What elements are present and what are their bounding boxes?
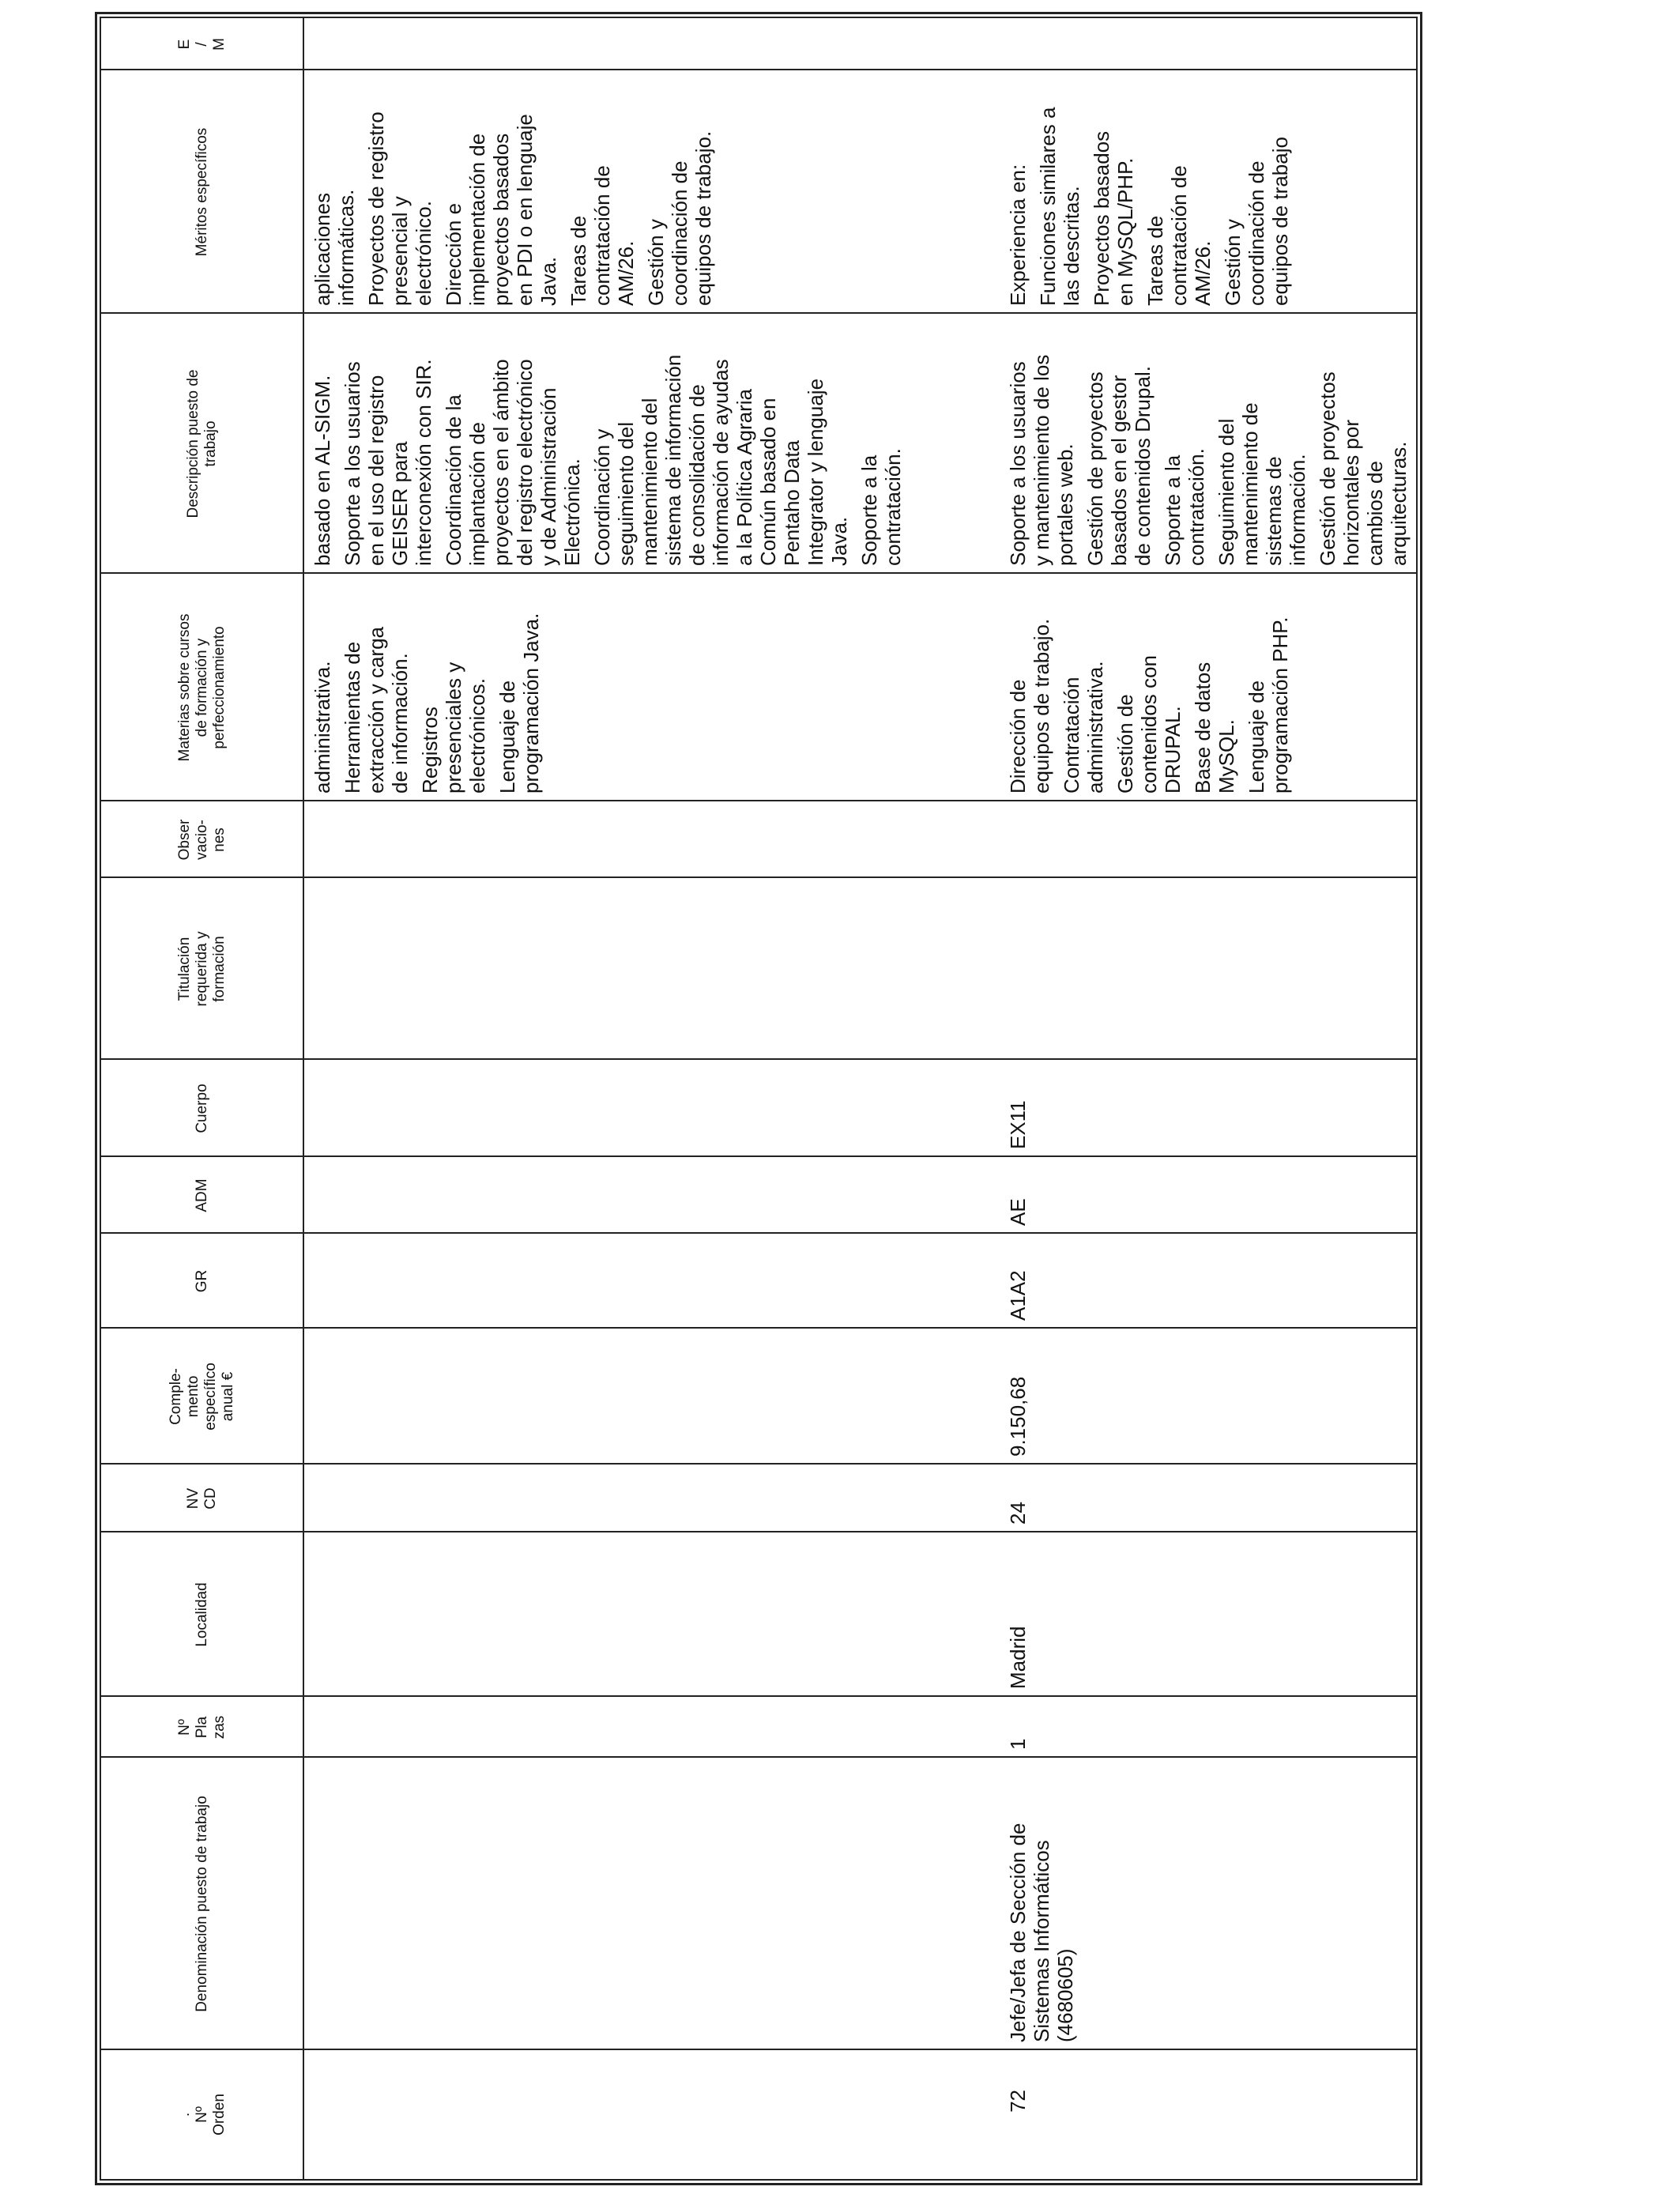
header-complemento: Comple- mento específico anual € (167, 1363, 236, 1431)
rotated-table-page (95, 12, 1422, 2185)
cell-paragraph: Coordinación y seguimiento del mantenimiento del sistema de información de consolidación de información de ayudas a la Política Agraria Común basado en Pentaho Data Integrator y lenguaje Java. (590, 354, 851, 566)
header-localidad: Localidad (193, 1582, 210, 1647)
row-orden: 72 (1006, 2090, 1030, 2113)
continuation-meritos (311, 70, 721, 314)
cell-paragraph: basado en AL-SIGM. (311, 375, 334, 566)
cell-paragraph: Gestión de proyectos horizontales por cambios de arquitecturas. (1316, 371, 1411, 566)
cell-paragraph: Gestión y coordinación de equipos de trabajo. (644, 130, 715, 306)
header-divider (303, 18, 304, 2179)
cell-paragraph: administrativa. (311, 661, 334, 794)
header-gr: GR (193, 1269, 210, 1293)
cell-paragraph: Herramientas de extracción y carga de información. (341, 627, 412, 794)
row-adm: AE (1006, 1198, 1030, 1226)
cell-paragraph: Coordinación de la implantación de proyectos en el ámbito del registro electrónico y de Administración Electrónica. (442, 359, 584, 566)
cell-paragraph: Lenguaje de programación Java. (495, 613, 543, 794)
cell-paragraph: Registros presenciales y electrónicos. (418, 662, 489, 794)
cell-paragraph: Base de datos MySQL. (1191, 662, 1238, 794)
cell-paragraph: Tareas de contratación de AM/26. (1143, 165, 1215, 306)
cell-paragraph: Seguimiento del mantenimiento de sistemas de información. (1215, 402, 1309, 566)
cell-paragraph: Tareas de contratación de AM/26. (567, 165, 638, 306)
continuation-materias (311, 574, 549, 801)
cell-paragraph: Funciones similares a las descritas. (1036, 107, 1083, 306)
header-nvcd: NV CD (184, 1487, 219, 1510)
header-orden: . Nº Orden (175, 2094, 228, 2136)
table (100, 17, 1418, 2181)
row-descripcion (1006, 314, 1417, 574)
continuation-descripcion (311, 314, 911, 574)
header-materias: Materias sobre cursos de formación y perfeccionamiento (175, 613, 228, 762)
header-cuerpo: Cuerpo (193, 1084, 210, 1133)
header-plazas: Nº Pla zas (175, 1715, 228, 1740)
header-denominacion: Denominación puesto de trabajo (193, 1796, 210, 2012)
cell-paragraph: Proyectos basados en MySQL/PHP. (1090, 130, 1137, 306)
row-nvcd: 24 (1006, 1502, 1030, 1525)
header-adm: ADM (193, 1178, 210, 1212)
row-materias (1006, 574, 1298, 801)
row-localidad: Madrid (1006, 1626, 1030, 1689)
cell-paragraph: Experiencia en: (1006, 164, 1030, 306)
cell-paragraph: aplicaciones informáticas. (311, 189, 358, 306)
header-em: E / M (175, 38, 228, 51)
cell-paragraph: Soporte a la contratación. (857, 448, 905, 566)
row-denominacion: Jefe/Jefa de Sección de Sistemas Informáticos (4680605) (1006, 1823, 1077, 2042)
header-titulacion: Titulación requerida y formación (175, 931, 228, 1007)
row-complemento: 9.150,68 (1006, 1376, 1030, 1457)
cell-paragraph: Gestión de contenidos con DRUPAL. (1113, 655, 1185, 794)
cell-paragraph: Gestión y coordinación de equipos de trabajo (1221, 137, 1292, 306)
row-plazas: 1 (1006, 1738, 1030, 1750)
cell-paragraph: Soporte a la contratación. (1161, 448, 1208, 566)
cell-paragraph: Dirección e implementación de proyectos basados en PDI o en lenguaje Java. (442, 114, 560, 306)
header-descripcion: Descripción puesto de trabajo (184, 369, 219, 518)
header-observaciones: Obser vacio- nes (175, 819, 228, 861)
cell-paragraph: Gestión de proyectos basados en el gestor de contenidos Drupal. (1083, 366, 1155, 566)
row-meritos (1006, 70, 1298, 314)
row-gr: A1A2 (1006, 1270, 1030, 1321)
cell-paragraph: Lenguaje de programación PHP. (1245, 616, 1292, 794)
cell-paragraph: Soporte a los usuarios en el uso del registro GEISER para interconexión con SIR. (341, 359, 435, 566)
cell-paragraph: Dirección de equipos de trabajo. (1006, 618, 1053, 794)
cell-paragraph: Contratación administrativa. (1060, 661, 1107, 794)
cell-paragraph: Soporte a los usuarios y mantenimiento de los portales web. (1006, 354, 1077, 566)
row-cuerpo: EX11 (1006, 1100, 1030, 1149)
cell-paragraph: Proyectos de registro presencial y electrónico. (364, 111, 435, 306)
header-meritos: Méritos específicos (193, 127, 210, 257)
